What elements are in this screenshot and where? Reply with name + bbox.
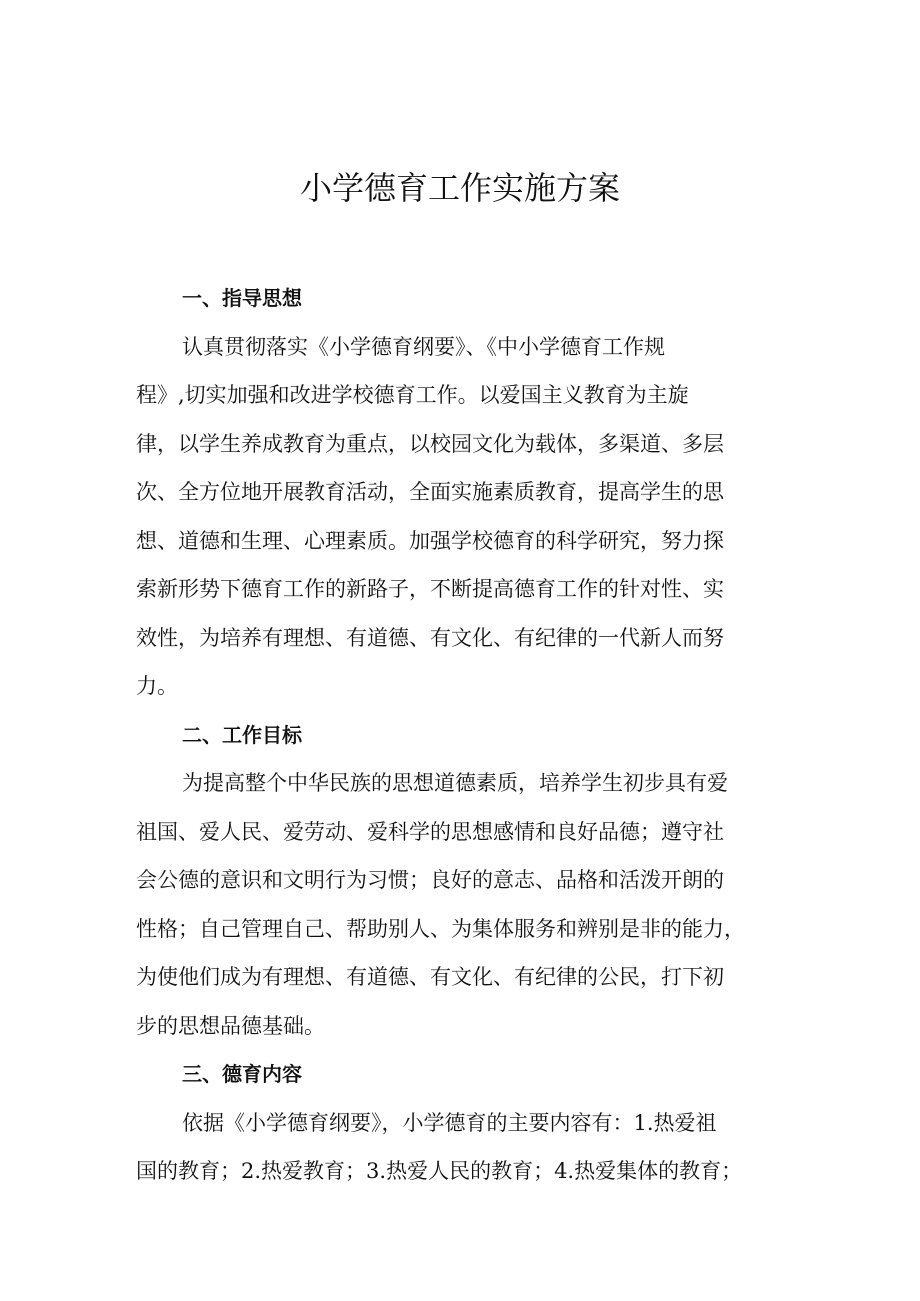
document-body xyxy=(136,274,806,1196)
paragraph-line: 索新形势下德育工作的新路子，不断提高德育工作的针对性、实 xyxy=(136,577,724,601)
section-moral-content xyxy=(136,1050,806,1196)
paragraph-line: 依据《小学德育纲要》，小学德育的主要内容有：1.热爱祖 xyxy=(182,1110,717,1135)
paragraph-line: 为使他们成为有理想、有道德、有文化、有纪律的公民，打下初 xyxy=(136,965,724,989)
paragraph-line: 会公德的意识和文明行为习惯；良好的意志、品格和活泼开朗的 xyxy=(136,868,724,892)
section-heading: 二、工作目标 xyxy=(182,722,302,747)
paragraph-line: 力。 xyxy=(136,674,178,698)
section-work-goals xyxy=(136,711,806,1051)
paragraph-line: 祖国、爱人民、爱劳动、爱科学的思想感情和良好品德；遵守社 xyxy=(136,819,724,844)
paragraph-line: 次、全方位地开展教育活动，全面实施素质教育，提高学生的思 xyxy=(136,480,724,504)
paragraph-line: 性格；自己管理自己、帮助别人、为集体服务和辨别是非的能力， xyxy=(136,916,745,941)
paragraph-line: 为提高整个中华民族的思想道德素质，培养学生初步具有爱 xyxy=(182,771,728,795)
paragraph-line: 效性，为培养有理想、有道德、有文化、有纪律的一代新人而努 xyxy=(136,625,724,650)
paragraph-line: 认真贯彻落实《小学德育纲要》、《中小学德育工作规 xyxy=(182,334,665,359)
paragraph-line: 程》,切实加强和改进学校德育工作。以爱国主义教育为主旋 xyxy=(136,383,689,407)
paragraph-line: 律，以学生养成教育为重点，以校园文化为载体，多渠道、多层 xyxy=(136,431,724,456)
section-heading: 三、德育内容 xyxy=(182,1062,302,1086)
document-title: 小学德育工作实施方案 xyxy=(299,169,620,207)
section-guiding-ideology xyxy=(136,274,806,711)
section-heading: 一、指导思想 xyxy=(182,286,302,310)
paragraph-line: 想、道德和生理、心理素质。加强学校德育的科学研究，努力探 xyxy=(136,528,724,553)
paragraph-line: 步的思想品德基础。 xyxy=(136,1013,325,1038)
paragraph-line: 国的教育；2.热爱教育；3.热爱人民的教育；4.热爱集体的教育； xyxy=(136,1159,743,1183)
